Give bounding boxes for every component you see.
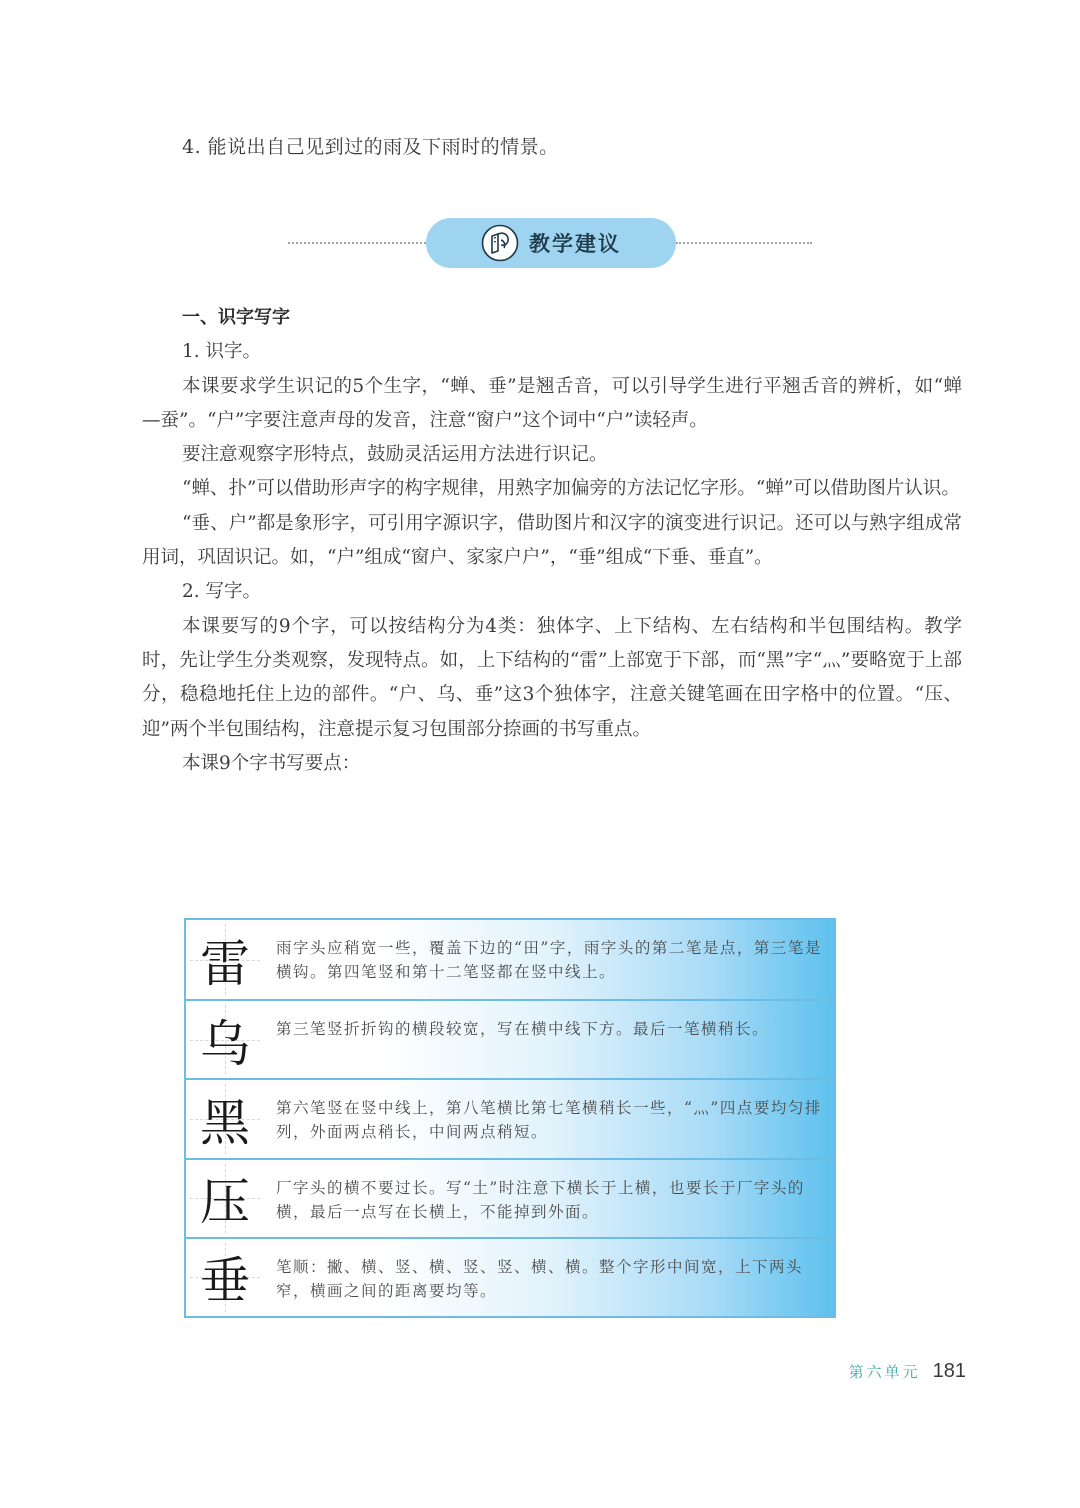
character-glyph: 乌: [200, 1014, 250, 1073]
unit-label: 第六单元: [848, 1363, 921, 1381]
table-row: [186, 1237, 834, 1316]
paragraph: 本课要写的9个字，可以按结构分为4类：独体字、上下结构、左右结构和半包围结构。教学时，先让学生分类观察，发现特点。如，上下结构的“雷”上部宽于下部，而“黑”字“灬”要略宽于上部分，稳稳地托住上边的部件。“户、乌、垂”这3个独体字，注意关键笔画在田字格中的位置。“压、迎”两个半包围结构，注意提示复习包围部分捺画的书写重点。: [142, 615, 962, 740]
section-title-pill: [426, 218, 676, 268]
banner-dotted-line-left: [288, 242, 426, 244]
teaching-suggestions-body: [142, 301, 962, 781]
writing-point-text: 笔顺：撇、横、竖、横、竖、竖、横、横。整个字形中间宽，上下两头窄，横画之间的距离要均等。: [264, 1239, 834, 1316]
writing-point-text: 雨字头应稍宽一些，覆盖下边的“田”字，雨字头的第二笔是点，第三笔是横钩。第四笔竖和第十二笔竖都在竖中线上。: [264, 920, 834, 999]
writing-point-text: 第三笔竖折折钩的横段较宽，写在横中线下方。最后一笔横稍长。: [264, 1001, 834, 1078]
tianzige-cell: [186, 1001, 266, 1078]
tianzige-cell: [186, 1160, 266, 1237]
subheading-literacy: 1. 识字。: [182, 341, 262, 363]
section-heading: 一、识字写字: [182, 307, 290, 328]
objective-item-4: 4. 能说出自己见到过的雨及下雨时的情景。: [182, 136, 559, 158]
writing-point-text: 第六笔竖在竖中线上，第八笔横比第七笔横稍长一些，“灬”四点要均匀排列，外面两点稍长，中间两点稍短。: [264, 1080, 834, 1157]
writing-point-text: 厂字头的横不要过长。写“土”时注意下横长于上横，也要长于厂字头的横，最后一点写在长横上，不能掉到外面。: [264, 1160, 834, 1237]
paragraph: 本课9个字书写要点：: [182, 752, 361, 774]
paragraph: 要注意观察字形特点，鼓励灵活运用方法进行识记。: [182, 444, 608, 466]
page-number: 181: [932, 1360, 966, 1382]
table-row: [186, 920, 834, 999]
table-row: [186, 1158, 834, 1237]
paragraph: “蝉、扑”可以借助形声字的构字规律，用熟字加偏旁的方法记忆字形。“蝉”可以借助图片认识。: [182, 478, 960, 500]
character-glyph: 黑: [200, 1093, 250, 1152]
tianzige-cell: [186, 920, 266, 999]
writing-points-table: [184, 918, 836, 1318]
banner-dotted-line-right: [676, 242, 812, 244]
page-footer: [849, 1360, 966, 1383]
tianzige-cell: [186, 1080, 266, 1157]
character-glyph: 压: [200, 1173, 250, 1232]
character-glyph: 雷: [200, 934, 250, 993]
section-title: 教学建议: [529, 232, 621, 256]
tianzige-cell: [186, 1239, 266, 1316]
paragraph: 本课要求学生识记的5个生字，“蝉、垂”是翘舌音，可以引导学生进行平翘舌音的辨析，如“蝉—蚕”。“户”字要注意声母的发音，注意“窗户”这个词中“户”读轻声。: [142, 375, 962, 431]
teaching-book-icon: [481, 224, 519, 262]
section-banner: [288, 218, 812, 268]
subheading-writing: 2. 写字。: [182, 581, 262, 603]
table-row: [186, 999, 834, 1078]
table-row: [186, 1078, 834, 1157]
paragraph: “垂、户”都是象形字，可引用字源识字，借助图片和汉字的演变进行识记。还可以与熟字组成常用词，巩固识记。如，“户”组成“窗户、家家户户”，“垂”组成“下垂、垂直”。: [142, 512, 962, 569]
character-glyph: 垂: [200, 1252, 250, 1311]
